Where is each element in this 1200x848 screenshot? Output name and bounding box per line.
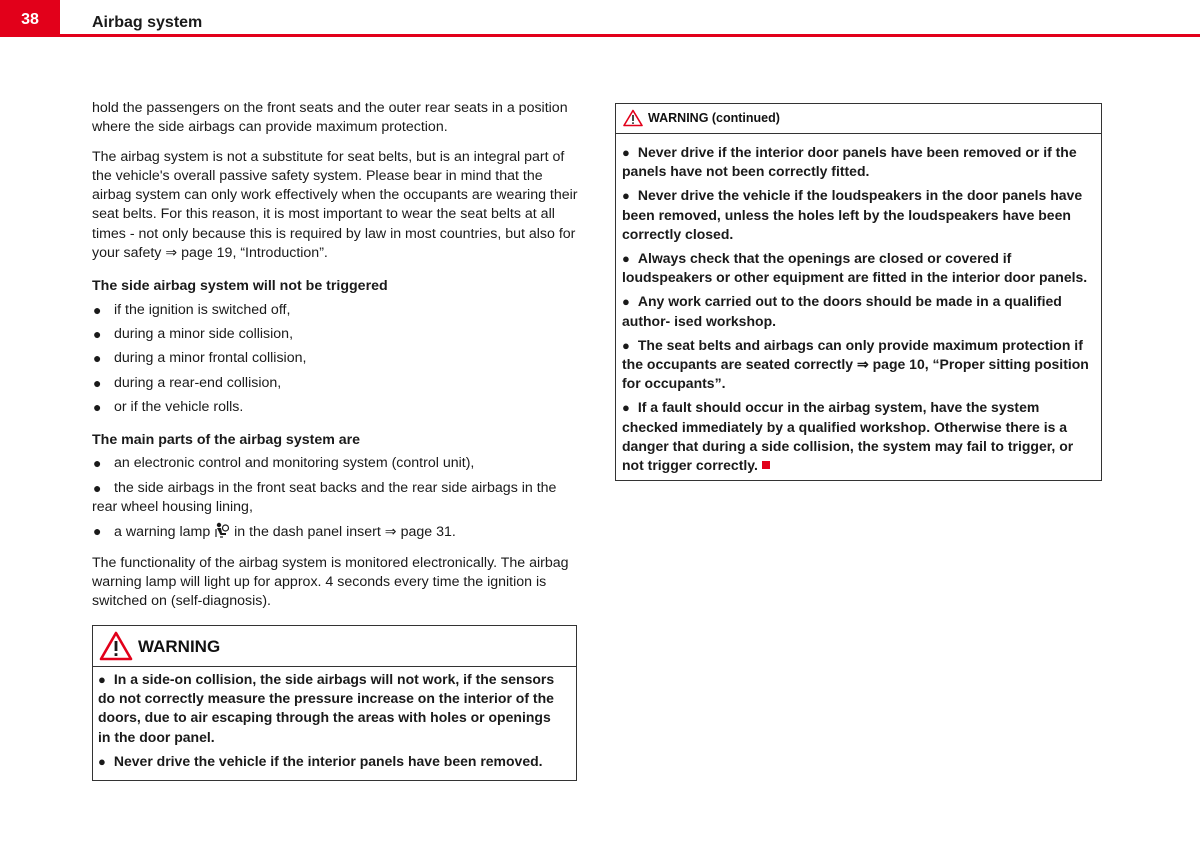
bullet-icon: ● <box>98 753 106 769</box>
subheading-main-parts: The main parts of the airbag system are <box>92 432 361 449</box>
warning-item: ● Any work carried out to the doors should be made in a qualified author- ised workshop. <box>622 293 1062 329</box>
page-number: 38 <box>0 0 60 37</box>
bullet-icon: ● <box>93 350 102 367</box>
list-item: ● during a minor frontal collision, <box>92 349 578 368</box>
list-not-triggered <box>92 301 578 417</box>
warning-triangle-icon <box>99 631 133 661</box>
paragraph-seat-belts: The airbag system is not a substitute for seat belts, but is an integral part of the vehicle's overall passive safety system. Please bear in mind that the airbag system can only work effectively when the occupants are wearing their seat belts. For this reason, it is most important to wear the seat belts at all times - not only because this is required by law in most countries, but also for your safety ⇒ page 19, “Introduction”. <box>92 148 578 262</box>
warning-item: ● Never drive the vehicle if the interior panels have been removed. <box>98 752 543 769</box>
bullet-icon: ● <box>622 400 630 416</box>
bullet-icon: ● <box>622 251 630 267</box>
bullet-icon: ● <box>622 337 630 353</box>
warning-title: WARNING <box>138 637 221 656</box>
warning-continued-body <box>616 134 1101 475</box>
warning-item: ● Always check that the openings are closed or covered if loudspeakers or other equipment are fitted in the interior door panels. <box>622 250 1088 286</box>
warning-item: ● Never drive the vehicle if the loudspeakers in the door panels have been removed, unless the holes left by the loudspeakers have been correctly closed. <box>622 187 1083 242</box>
list-main-parts <box>92 454 578 545</box>
list-item: ● a warning lamp in the dash panel insert ⇒ page 31. <box>92 522 578 545</box>
header-rule <box>60 34 1200 37</box>
bullet-icon: ● <box>622 145 630 160</box>
paragraph-intro: hold the passengers on the front seats and the outer rear seats in a position where the side airbags can provide maximum protection. <box>92 100 568 136</box>
bullet-icon: ● <box>622 294 630 310</box>
bullet-icon: ● <box>93 398 102 415</box>
warning-continued-title: WARNING (continued) <box>648 111 780 125</box>
bullet-icon: ● <box>93 455 102 472</box>
end-marker-icon <box>762 461 770 469</box>
bullet-icon: ● <box>93 479 102 496</box>
list-item: ● an electronic control and monitoring system (control unit), <box>92 454 578 473</box>
paragraph-self-diagnosis: The functionality of the airbag system is monitored electronically. The airbag warning lamp will light up for approx. 4 seconds every time the ignition is switched on (self-diagnosis). <box>92 554 569 610</box>
warning-item: ● The seat belts and airbags can only provide maximum protection if the occupants are seated correctly ⇒ page 10, “Proper sitting position for occupants”. <box>622 336 1089 392</box>
warning-header <box>93 626 576 667</box>
bullet-icon: ● <box>93 523 102 540</box>
airbag-warning-lamp-icon <box>214 522 230 545</box>
warning-continued-box <box>615 103 1102 481</box>
list-item: ● or if the vehicle rolls. <box>92 398 578 417</box>
bullet-icon: ● <box>622 188 630 204</box>
warning-continued-header <box>616 104 1101 134</box>
warning-body <box>93 667 576 780</box>
warning-item: ● If a fault should occur in the airbag system, have the system checked immediately by a qualified workshop. Otherwise there is a danger that during a side collision, the system may fail to trigger, or not trigger correctly. <box>622 399 1074 474</box>
bullet-icon: ● <box>93 374 102 391</box>
warning-triangle-icon <box>623 109 643 127</box>
bullet-icon: ● <box>93 325 102 342</box>
list-item: ● the side airbags in the front seat backs and the rear side airbags in the rear wheel housing lining, <box>92 479 557 516</box>
bullet-icon: ● <box>98 672 106 687</box>
bullet-icon: ● <box>93 301 102 318</box>
left-column <box>92 99 578 622</box>
warning-box <box>92 625 577 781</box>
section-title: Airbag system <box>92 14 203 31</box>
warning-item: ● Never drive if the interior door panels have been removed or if the panels have not been correctly fitted. <box>622 144 1077 180</box>
list-item: ● if the ignition is switched off, <box>92 301 578 320</box>
list-item: ● during a rear-end collision, <box>92 374 578 393</box>
subheading-not-triggered: The side airbag system will not be triggered <box>92 278 388 295</box>
warning-item: ● In a side-on collision, the side airbags will not work, if the sensors do not correctly measure the pressure increase on the interior of the doors, due to air escaping through the areas with holes or openings in the door panel. <box>98 671 555 745</box>
list-item: ● during a minor side collision, <box>92 325 578 344</box>
